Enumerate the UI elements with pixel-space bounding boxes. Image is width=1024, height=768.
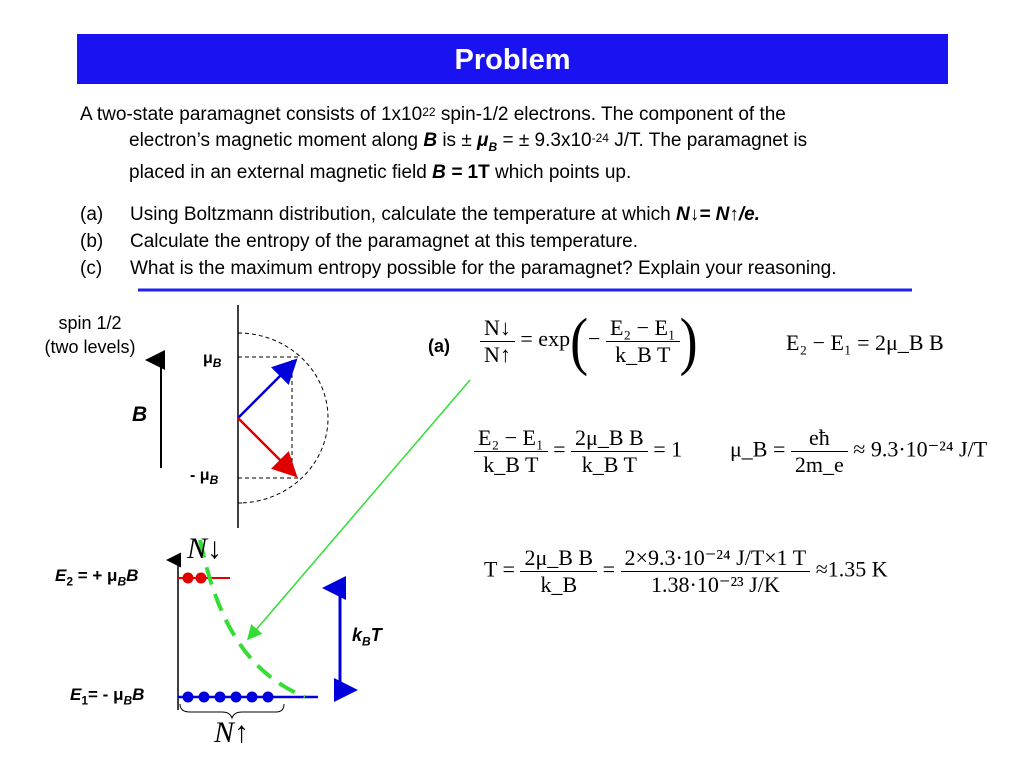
spin-down-arrow xyxy=(238,418,294,474)
equation-bohr-magneton: μ_B = $\frac{eħ}{2m\_e}$ ≈ 9.3·10⁻²⁴ J/T xyxy=(730,425,988,477)
spin-label: spin 1/2 (two levels) xyxy=(44,313,136,357)
intro-line-2: electron’s magnetic moment along B is ± $\mu_B$ = ± $9.3x10^{-24}$ J/T. The paramagnet is xyxy=(129,130,808,154)
n-down-label: N↓ xyxy=(187,532,223,565)
mu-minus-label: - $\mu_B$ xyxy=(190,467,219,488)
mu-plus-label: $\mu_B$ xyxy=(203,350,222,371)
equation-temperature: T = $\frac{\text{2μ\_B B}}{k\_B}$ = $\frac{\text{2×9.3·10⁻²⁴ J/T×1 T}}{\text{1.38·10⁻²³ J/K}}$ ≈1.35 K xyxy=(484,545,888,597)
field-label: B xyxy=(132,403,148,426)
e2-label: $E_2$ = + $\mu_BB$ xyxy=(55,566,139,589)
pointer-arrow xyxy=(249,380,470,638)
question-a: (a) Using Boltzmann distribution, calculate the temperature at which N↓= N↑/e. xyxy=(80,204,760,225)
equation-unity: $\frac{\text{E₂ − E₁}}{\text{k\_B T}}$ = $\frac{\text{2μ\_B B}}{\text{k\_B T}}$ = 1 xyxy=(474,425,682,478)
intro-line-1: A two-state paramagnet consists of $1x10^{22}$ spin-1/2 electrons. The component of the xyxy=(80,104,786,125)
spin-up-arrow xyxy=(238,362,294,418)
question-b: (b) Calculate the entropy of the paramagnet at this temperature. xyxy=(80,231,639,252)
slide-title: Problem xyxy=(454,44,571,76)
question-c: (c) What is the maximum entropy possible for the paramagnet? Explain your reasoning. xyxy=(80,258,837,279)
e1-label: $E_1= - \mu_BB$ xyxy=(70,685,145,708)
part-a-label: (a) xyxy=(428,336,450,356)
equation-energy-gap: E₂ − E₁ = 2μ_B B xyxy=(786,330,944,355)
kbt-label: $k_BT$ xyxy=(352,625,382,649)
equation-ratio: $\frac{N↓}{N↑}$ = exp(− $\frac{\text{E₂ − E₁}}{\text{k\_B T}}$ ) xyxy=(480,310,698,372)
intro-line-3: placed in an external magnetic field B = 1T which points up. xyxy=(129,161,632,183)
n-up-label: N↑ xyxy=(214,716,250,749)
